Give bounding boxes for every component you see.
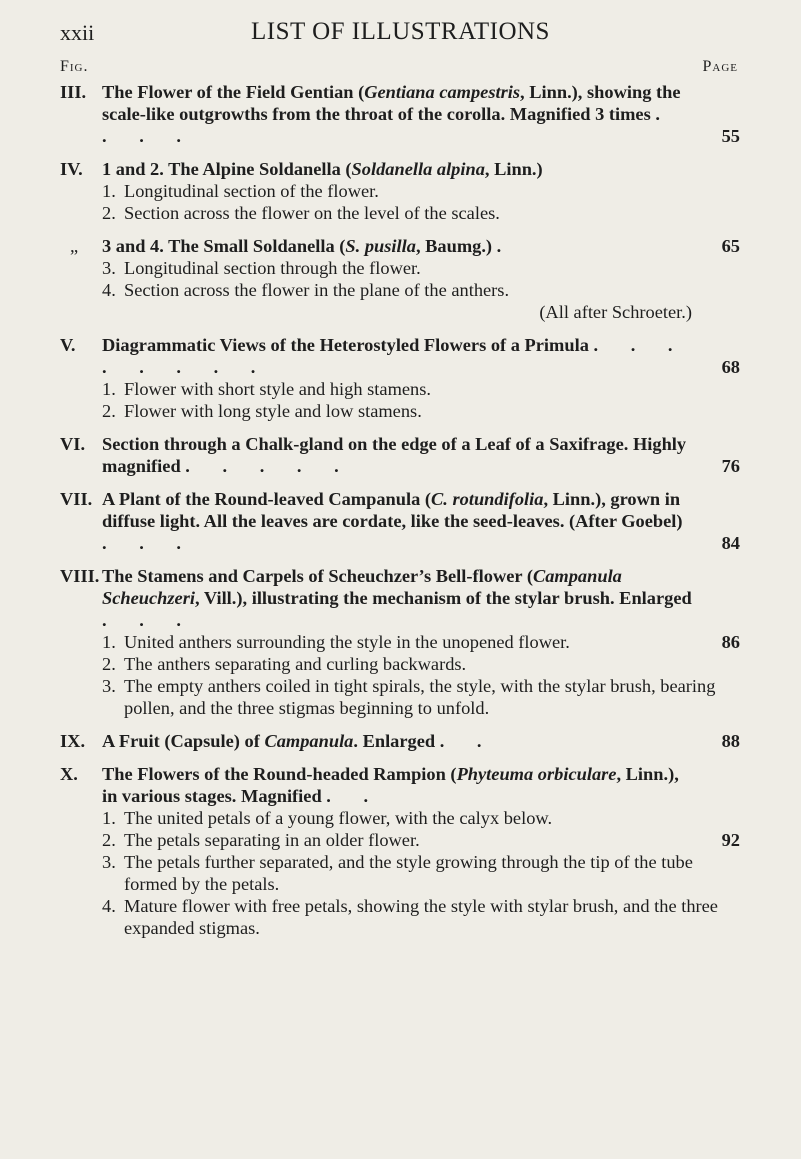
page-ref: 92 — [721, 830, 740, 850]
sub-item-number: 1. — [102, 181, 116, 201]
sub-item-text: United anthers surrounding the style in the unopened flower. — [124, 632, 570, 652]
page-ref: 84 — [721, 533, 740, 553]
sub-item-text: Longitudinal section of the flower. — [124, 181, 379, 201]
leader-dots: . . . . . — [185, 456, 353, 476]
leader-dots: . — [496, 236, 516, 256]
list-item — [60, 565, 740, 719]
caption-text: The Flower of the Field Gentian ( — [102, 82, 365, 102]
fig-column-label: Fig. — [60, 58, 89, 75]
leader-dots: . . . — [102, 610, 195, 630]
figure-number: IV. — [60, 159, 83, 179]
sub-item — [102, 257, 740, 279]
caption-text: , Linn.) — [484, 159, 543, 179]
caption-text: . Enlarged — [353, 731, 436, 751]
sub-item-text: Flower with long style and low stamens. — [124, 401, 422, 421]
sub-item-text: The united petals of a young flower, with the calyx below. — [124, 808, 553, 828]
sub-item-text: The anthers separating and curling backwards. — [124, 654, 467, 674]
figure-number: IX. — [60, 731, 86, 751]
leader-dots: . . . . — [102, 104, 674, 146]
sub-item — [102, 653, 740, 675]
sub-item — [102, 400, 740, 422]
page-ref: 68 — [721, 357, 740, 377]
list-item — [60, 334, 740, 422]
sub-item-text: Section across the flower on the level of the scales. — [124, 203, 500, 223]
caption-text: , Linn.), in various stages. Magnified — [102, 764, 679, 806]
leader-dots: . . — [326, 786, 383, 806]
page-ref: 76 — [721, 456, 740, 476]
sub-item-text: Mature flower with free petals, showing the style with stylar brush, and the three expanded stigmas. — [124, 896, 718, 938]
page-column-label: Page — [702, 58, 738, 75]
figure-number: V. — [60, 335, 76, 355]
caption — [102, 235, 740, 257]
caption-text: , Vill.), illustrating the mechanism of the stylar brush. Enlarged — [195, 588, 692, 608]
caption-text: , Baumg.) — [415, 236, 493, 256]
page-ref: 86 — [721, 632, 740, 652]
sub-item-text: Section across the flower in the plane of the anthers. — [124, 280, 510, 300]
sub-item-number: 4. — [102, 896, 116, 916]
sub-item — [102, 180, 740, 202]
list-item — [60, 488, 740, 554]
sub-item-number: 1. — [102, 379, 116, 399]
caption-text: The Stamens and Carpels of Scheuchzer’s Bell-flower ( — [102, 566, 533, 586]
sub-item-number: 2. — [102, 203, 116, 223]
illustration-list — [60, 81, 740, 939]
species-name: S. pusilla — [345, 236, 416, 256]
species-name: Campanula — [264, 731, 354, 751]
page-number: xxii — [60, 20, 95, 45]
caption — [102, 158, 740, 180]
sub-item-text: Longitudinal section through the flower. — [124, 258, 421, 278]
list-item — [60, 730, 740, 752]
sub-item — [102, 807, 740, 829]
list-item — [60, 235, 740, 323]
caption — [102, 488, 740, 554]
figure-number: VI. — [60, 434, 86, 454]
caption-text: A Fruit (Capsule) of — [102, 731, 265, 751]
species-name: Phyteuma orbiculare — [456, 764, 617, 784]
leader-dots: . . . . . . . . — [102, 335, 687, 377]
page-ref: 55 — [721, 126, 740, 146]
sub-item-number: 2. — [102, 830, 116, 850]
caption-text: , Linn.), showing the scale-like outgrowths from the throat of the corolla. Magnified 3 times — [102, 82, 681, 124]
figure-number: VII. — [60, 489, 93, 509]
figure-number: III. — [60, 82, 87, 102]
running-header — [0, 8, 801, 44]
figure-number: VIII. — [60, 566, 100, 586]
list-item — [60, 81, 740, 147]
sub-item — [102, 378, 740, 400]
species-name: Gentiana campestris — [364, 82, 521, 102]
sub-item-number: 3. — [102, 852, 116, 872]
page-title: LIST OF ILLUSTRATIONS — [251, 18, 550, 45]
list-item — [60, 433, 740, 477]
sub-item — [102, 202, 740, 224]
figure-number: „ — [70, 236, 79, 256]
sub-item-number: 3. — [102, 676, 116, 696]
sub-item-number: 4. — [102, 280, 116, 300]
caption-text: Section through a Chalk-gland on the edge of a Leaf of a Saxifrage. Highly magnified — [102, 434, 687, 476]
sub-item — [102, 895, 740, 939]
caption — [102, 565, 740, 631]
list-item — [60, 763, 740, 939]
caption-text: , Linn.), grown in diffuse light. All the leaves are cordate, like the seed-leaves. (After Goebel) — [102, 489, 683, 531]
caption — [102, 763, 740, 807]
sub-item-text: The petals separating in an older flower. — [124, 830, 420, 850]
caption — [102, 433, 740, 477]
sub-item — [102, 675, 740, 719]
sub-item-number: 2. — [102, 654, 116, 674]
caption-text: Diagrammatic Views of the Heterostyled Flowers of a Primula — [102, 335, 589, 355]
sub-item-number: 2. — [102, 401, 116, 421]
column-headers — [60, 58, 738, 76]
species-name: Campanula Scheuchzeri — [102, 566, 622, 608]
credit-note: (All after Schroeter.) — [539, 302, 692, 322]
sub-item-number: 1. — [102, 808, 116, 828]
caption — [102, 730, 740, 752]
sub-item — [102, 829, 740, 851]
caption-text: The Flowers of the Round-headed Rampion ( — [102, 764, 457, 784]
sub-item — [102, 851, 740, 895]
caption — [102, 81, 740, 147]
page-ref: 88 — [721, 731, 740, 751]
sub-item — [102, 631, 740, 653]
figure-number: X. — [60, 764, 78, 784]
page-ref: 65 — [721, 236, 740, 256]
leader-dots: . . . — [102, 533, 195, 553]
sub-item-text: The empty anthers coiled in tight spirals, the style, with the stylar brush, bearing pollen, and the three stigmas beginning to unfold. — [124, 676, 716, 718]
caption — [102, 334, 740, 378]
caption-text: 3 and 4. The Small Soldanella ( — [102, 236, 346, 256]
list-item — [60, 158, 740, 224]
caption-text: 1 and 2. The Alpine Soldanella ( — [102, 159, 352, 179]
species-name: C. rotundifolia — [431, 489, 544, 509]
sub-item-number: 1. — [102, 632, 116, 652]
sub-item-text: The petals further separated, and the style growing through the tip of the tube formed by the petals. — [124, 852, 693, 894]
sub-item-text: Flower with short style and high stamens. — [124, 379, 431, 399]
caption-text: A Plant of the Round-leaved Campanula ( — [102, 489, 432, 509]
sub-item — [102, 279, 740, 301]
leader-dots: . . — [439, 731, 496, 751]
species-name: Soldanella alpina — [351, 159, 485, 179]
sub-item-number: 3. — [102, 258, 116, 278]
